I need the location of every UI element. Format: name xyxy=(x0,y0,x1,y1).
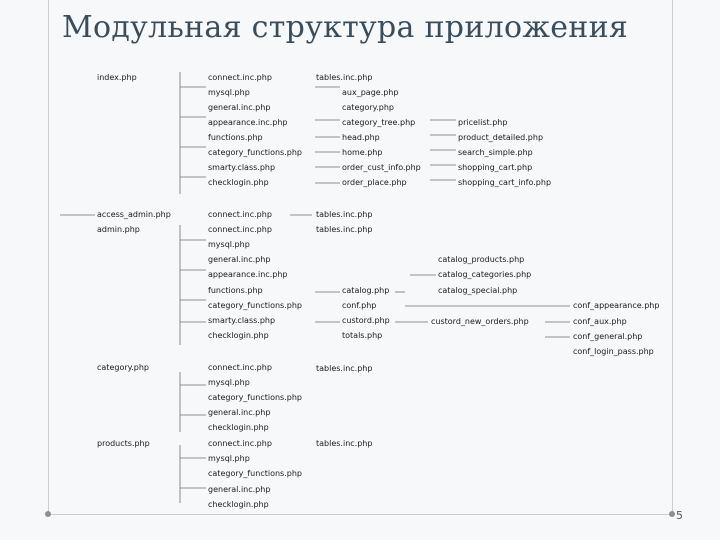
file-label: admin.php xyxy=(97,225,140,234)
file-label: tables.inc.php xyxy=(316,210,373,219)
file-label: access_admin.php xyxy=(97,210,171,219)
file-label: product_detailed.php xyxy=(458,133,544,142)
file-label: connect.inc.php xyxy=(208,439,272,448)
file-label: category_functions.php xyxy=(208,148,302,157)
file-label: tables.inc.php xyxy=(316,439,373,448)
file-label: mysql.php xyxy=(208,378,250,387)
file-label: functions.php xyxy=(208,286,263,295)
file-label: tables.inc.php xyxy=(316,364,373,373)
file-label: head.php xyxy=(342,133,380,142)
file-label: catalog.php xyxy=(342,286,390,295)
file-label: functions.php xyxy=(208,133,263,142)
file-label: mysql.php xyxy=(208,454,250,463)
file-label: appearance.inc.php xyxy=(208,270,288,279)
file-label: catalog_special.php xyxy=(438,286,518,295)
file-label: conf_login_pass.php xyxy=(573,347,654,356)
file-label: shopping_cart.php xyxy=(458,163,533,172)
file-label: general.inc.php xyxy=(208,103,271,112)
file-label: order_cust_info.php xyxy=(342,163,421,172)
file-label: checklogin.php xyxy=(208,500,269,509)
file-label: checklogin.php xyxy=(208,331,269,340)
file-label: custord.php xyxy=(342,316,390,325)
file-label: index.php xyxy=(97,73,137,82)
file-label: custord_new_orders.php xyxy=(431,317,529,326)
file-label: conf.php xyxy=(342,301,377,310)
file-label: general.inc.php xyxy=(208,485,271,494)
file-label: mysql.php xyxy=(208,240,250,249)
file-label: totals.php xyxy=(342,331,383,340)
file-label: home.php xyxy=(342,148,383,157)
file-label: general.inc.php xyxy=(208,408,271,417)
file-label: connect.inc.php xyxy=(208,73,272,82)
file-label: connect.inc.php xyxy=(208,225,272,234)
file-label: mysql.php xyxy=(208,88,250,97)
slide-title: Модульная структура приложения xyxy=(62,10,629,45)
file-label: smarty.class.php xyxy=(208,316,276,325)
page-number: 5 xyxy=(676,509,683,522)
file-label: conf_aux.php xyxy=(573,317,627,326)
file-label: tables.inc.php xyxy=(316,225,373,234)
file-label: general.inc.php xyxy=(208,255,271,264)
file-label: category.php xyxy=(342,103,394,112)
file-label: category_functions.php xyxy=(208,301,302,310)
file-label: conf_general.php xyxy=(573,332,643,341)
file-label: smarty.class.php xyxy=(208,163,276,172)
file-label: connect.inc.php xyxy=(208,210,272,219)
file-label: pricelist.php xyxy=(458,118,508,127)
file-label: tables.inc.php xyxy=(316,73,373,82)
file-label: shopping_cart_info.php xyxy=(458,178,552,187)
file-label: category.php xyxy=(97,363,149,372)
file-label: conf_appearance.php xyxy=(573,301,660,310)
file-label: search_simple.php xyxy=(458,148,533,157)
file-label: checklogin.php xyxy=(208,178,269,187)
file-label: category_tree.php xyxy=(342,118,416,127)
file-label: order_place.php xyxy=(342,178,407,187)
file-label: aux_page.php xyxy=(342,88,399,97)
file-label: checklogin.php xyxy=(208,423,269,432)
file-label: category_functions.php xyxy=(208,393,302,402)
file-label: category_functions.php xyxy=(208,469,302,478)
file-label: products.php xyxy=(97,439,150,448)
file-label: appearance.inc.php xyxy=(208,118,288,127)
file-label: connect.inc.php xyxy=(208,363,272,372)
file-label: catalog_products.php xyxy=(438,255,525,264)
file-label: catalog_categories.php xyxy=(438,270,532,279)
